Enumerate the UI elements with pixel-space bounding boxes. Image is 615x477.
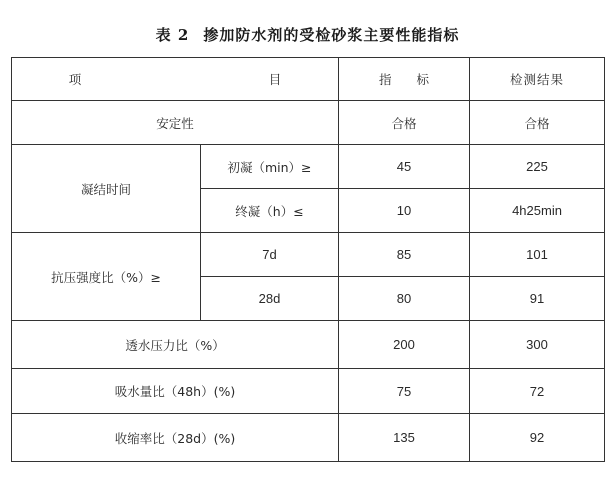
table-row	[12, 233, 605, 277]
stability-label: 安定性	[12, 101, 339, 145]
compressive-7d-index: 85	[339, 233, 470, 277]
stability-index: 合格	[339, 101, 470, 145]
compressive-strength-label: 抗压强度比（%）≥	[12, 233, 201, 321]
table-row	[12, 321, 605, 369]
stability-result: 合格	[470, 101, 605, 145]
table-row	[12, 101, 605, 145]
permeability-index: 200	[339, 321, 470, 369]
initial-setting-result: 225	[470, 145, 605, 189]
initial-setting-label: 初凝（min）≥	[201, 145, 339, 189]
table-row	[12, 369, 605, 414]
setting-time-label: 凝结时间	[12, 145, 201, 233]
compressive-28d-label: 28d	[201, 277, 339, 321]
header-item-left: 项	[68, 72, 82, 87]
header-item-right: 目	[268, 72, 282, 87]
compressive-28d-result: 91	[470, 277, 605, 321]
final-setting-result: 4h25min	[470, 189, 605, 233]
shrinkage-index: 135	[339, 414, 470, 462]
initial-setting-index: 45	[339, 145, 470, 189]
header-index: 指 标	[339, 58, 470, 101]
compressive-7d-label: 7d	[201, 233, 339, 277]
table-row	[12, 414, 605, 462]
table-number: 表 2	[155, 26, 190, 44]
absorption-label: 吸水量比（48h）(%)	[12, 369, 339, 414]
absorption-index: 75	[339, 369, 470, 414]
performance-table	[11, 57, 605, 462]
header-result: 检测结果	[470, 58, 605, 101]
permeability-result: 300	[470, 321, 605, 369]
final-setting-label: 终凝（h）≤	[201, 189, 339, 233]
final-setting-index: 10	[339, 189, 470, 233]
shrinkage-label: 收缩率比（28d）(%)	[12, 414, 339, 462]
table-title: 掺加防水剂的受检砂浆主要性能指标	[203, 26, 460, 44]
compressive-28d-index: 80	[339, 277, 470, 321]
header-item	[12, 58, 339, 101]
table-row	[12, 145, 605, 189]
permeability-label: 透水压力比（%）	[12, 321, 339, 369]
table-caption	[0, 24, 615, 45]
shrinkage-result: 92	[470, 414, 605, 462]
table-header-row	[12, 58, 605, 101]
absorption-result: 72	[470, 369, 605, 414]
compressive-7d-result: 101	[470, 233, 605, 277]
